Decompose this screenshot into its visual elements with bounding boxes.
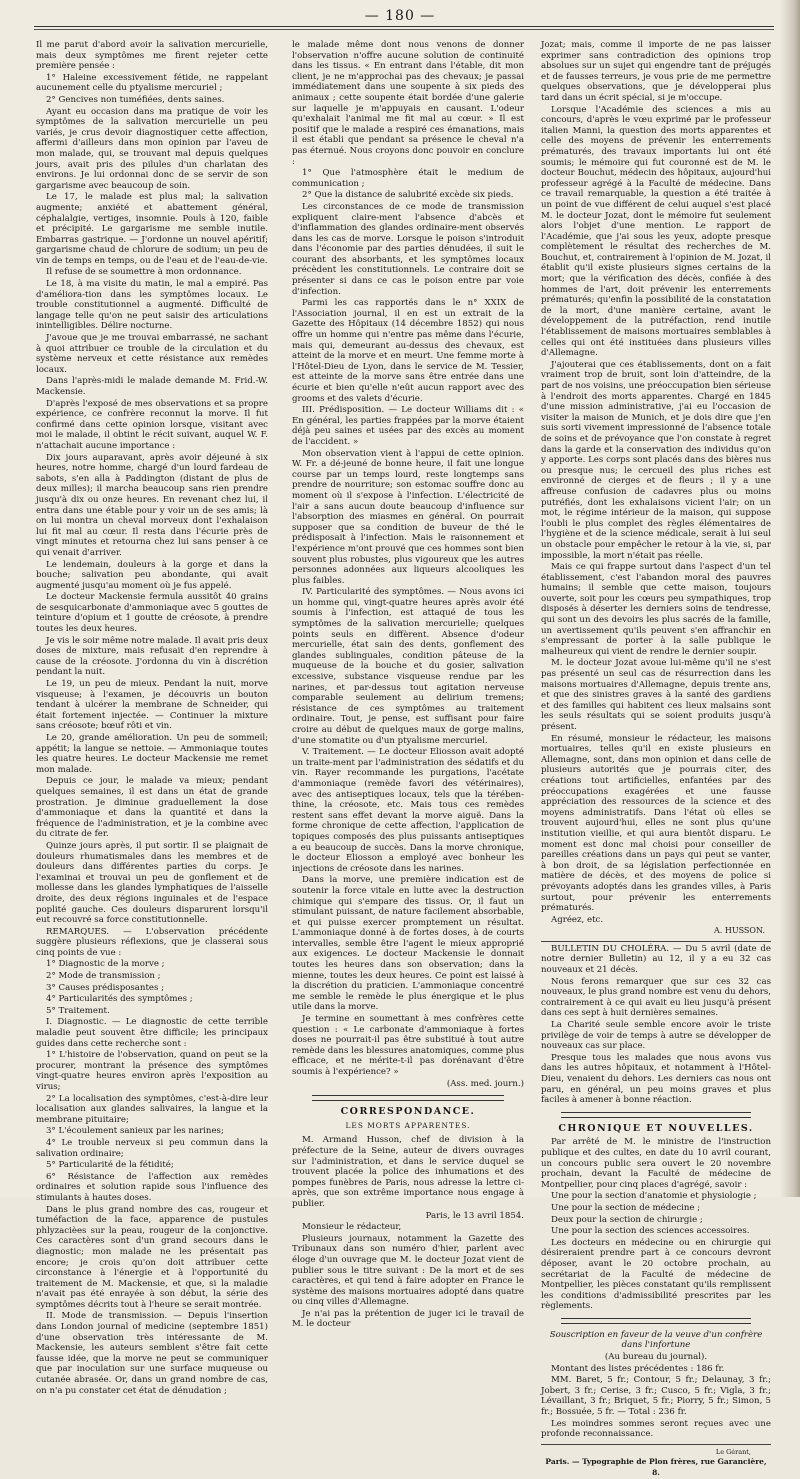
list-item: 1° Diagnostic de la morve ; [46,959,165,970]
correspondance-subtitle: LES MORTS APPARENTES. [345,1120,471,1130]
column-2 [292,40,524,1330]
list-item: Une pour la section d'anatomie et physiologie ; [551,1191,757,1202]
paragraph: Le 18, à ma visite du matin, le mal a empiré. Pas d'améliora-tion dans les symptômes locaux. Le trouble constitutionnel a augmenté. Difficulté de langage telle qu'on ne peut saisir des articulations inintelligibles. Délire nocturne. [36,279,268,332]
signature: A. HUSSON. [714,926,765,936]
paragraph: J'avoue que je me trouvai embarrassé, ne sachant à quoi attribuer ce trouble de la circulation et du système nerveux et cette résistance aux remèdes locaux. [36,333,268,375]
paragraph: MM. Baret, 5 fr.; Contour, 5 fr.; Delaunay, 3 fr.; Jobert, 3 fr.; Cerise, 3 fr.; Cusco, 5 fr.; Vigla, 3 fr.; Lévaillant, 3 fr.; Briquet, 5 fr.; Piorry, 5 fr.; Simon, 5 fr.; Bossuée, 5 fr. — Total : 236 fr. [541,1375,771,1418]
list-item: 5° Traitement. [46,1005,110,1016]
paragraph: Il me parut d'abord avoir la salivation mercurielle, mais deux symptômes me firent rejeter cette première pensée : [36,40,268,72]
ornament-divider [561,1112,751,1118]
paragraph: 4° Le trouble nerveux si peu commun dans la salivation ordinaire; [36,1137,268,1159]
salutation: Monsieur le rédacteur, [302,1222,402,1233]
paragraph: Je n'ai pas la prétention de juger ici le travail de M. le docteur [292,1308,524,1330]
paragraph: 2° Que la distance de salubrité excède six pieds. [302,190,514,201]
paragraph: 1° Haleine excessivement fétide, ne rappelant aucunement celle du ptyalisme mercuriel ; [36,72,268,94]
paragraph: Mais ce qui frappe surtout dans l'aspect d'un tel établissement, c'est l'abandon moral des pauvres humains; il semble que cette maison, toujours ouverte, soit pour les cœurs peu sympathiques, trop disposés à déserter les derniers soins de tendresse, qui sont un des devoirs les plus sacrés de la famille, un avertissement qu'ils peuvent s'en affranchir en s'empressant de porter à la salle publique le malheureux qui vient de rendre le dernier soupir. [541,562,771,657]
paragraph: 6° Résistance de l'affection aux remèdes ordinaires et solution rapide sous l'influence des stimulants à hautes doses. [36,1171,268,1203]
paragraph: IV. Particularité des symptômes. — Nous avons ici un homme qui, vingt-quatre heures après avoir été soumis à l'infection, est attaqué de tous les symptômes de la salivation mercurielle; quelques points seuls en diffèrent. Absence d'odeur mercurielle, état sain des dents, gonflement des glandes sublinguales, condition pâteuse de la muqueuse de la bouche et du gosier, salivation excessive, substance visqueuse rendue par les narines, et par-dessus tout agitation nerveuse comparable seulement au delirium tremens; résistance de ces symptômes au traitement ordinaire. Tout, je pense, est suffisant pour faire croire au début de quelques maux de gorge malins, d'une stomatite ou d'un ptyalisme mercuriel. [292,587,524,746]
paragraph: 5° Particularité de la fétidité; [46,1160,174,1171]
column-1 [36,40,268,1396]
paragraph: Mon observation vient à l'appui de cette opinion. W. Fr. a dé-jeuné de bonne heure, il fait une longue course par un temps lourd, reste longtemps sans prendre de nourriture; son estomac souffre donc au moment où il s'expose à l'infection. L'électricité de l'air a sans aucun doute beaucoup d'influence sur l'absorption des miasmes en général. On pourrait supposer que sa condition de buveur de thé le prédisposait à l'infection. Mais le raisonnement et l'expérience m'ont prouvé que ces hommes sont bien souvent plus robustes, plus vigoureux que les autres personnes adonnées aux liqueurs alcooliques les plus faibles. [292,448,524,586]
paragraph: Dix jours auparavant, après avoir déjeuné à six heures, notre homme, chargé d'un lourd fardeau de sabots, s'en alla à Paddington (distant de plus de deux milles); il marcha beaucoup sans rien prendre jusqu'à dix ou onze heures. En revenant chez lui, il entra dans une étable pour y voir un de ses amis; là on lui montra un cheval morveux dont l'exhalaison lui fit mal au cœur. Il resta dans l'écurie près de vingt minutes et retourna chez lui sans penser à ce qui venait d'arriver. [36,452,268,558]
chronique-title: CHRONIQUE ET NOUVELLES. [558,1122,754,1134]
paragraph: Je termine en soumettant à mes confrères cette question : « Le carbonate d'ammoniaque à fortes doses ne pourrait-il pas être substitué à tout autre remède dans les blessures anatomiques, comme plus efficace, et ne mérite-t-il pas dorénavant d'être soumis à l'expérience? » [292,1014,524,1077]
paragraph: Le 17, le malade est plus mal; la salivation augmente; anxiété et abattement général, céphalalgie, vertiges, insomnie. Pouls à 120, faible et précipité. Le gargarisme me semble inutile. Embarras gastrique. — J'ordonne un nouvel apéritif; gargarisme chaud de chlorure de sodium; un peu de vin de temps en temps, ou de l'eau et de l'eau-de-vie. [36,192,268,266]
header-rule [34,26,774,30]
footer-rule [541,1444,771,1445]
paragraph: Le docteur Mackensie fermula aussitôt 40 grains de sesquicarbonate d'ammoniaque avec 5 gouttes de teinture d'opium et 1 goutte de créosote, à prendre toutes les deux heures. [36,592,268,635]
paragraph: Le 19, un peu de mieux. Pendant la nuit, morve visqueuse; à l'examen, je découvris un bouton tendant à ulcérer la membrane de Schneider, qui était fortement injectée. — Continuer la mixture sans créosote; bœuf rôti et vin. [36,679,268,732]
paragraph: le malade même dont nous venons de donner l'observation n'offre aucune solution de continuité dans les tissus. « En entrant dans l'étable, dit mon client, je ne m'approchai pas des chevaux; je passai immédiatement dans une soupente à six pieds des animaux ; cette soupente était bordée d'une galerie sur laquelle je m'appuyais en causant. L'odeur qu'exhalait l'animal me fit mal au cœur. » Il est positif que le malade a respiré ces émanations, mais il est établi que pendant sa présence le cheval n'a pas éternué. Nous croyons donc pouvoir en conclure : [292,40,524,167]
remarks-heading: REMARQUES. — L'observation précédente suggère plusieurs réflexions, que je classerai sous cinq points de vue : [36,926,268,958]
correspondance-title: CORRESPONDANCE. [340,1106,476,1118]
paragraph: Plusieurs journaux, notamment la Gazette des Tribunaux dans son numéro d'hier, parlent avec éloge d'un ouvrage que M. le docteur Jozat vient de publier sous le titre suivant : De la mort et de ses caractères, et qui tend à faire adopter en France le système des maisons mortuaires adopté dans quatre ou cinq villes d'Allemagne. [292,1233,524,1308]
paragraph: Dans le plus grand nombre des cas, rougeur et tuméfaction de la face, apparence de pustules phlyzacièes sur la peau, rougeur de la conjonctive. Ces caractères sont d'un grand secours dans le diagnostic; mon malade ne les présentait pas encore; je crois qu'on doit attribuer cette circonstance à l'énergie et à l'opportunité du traitement de M. Mackensie, et que, si la maladie n'avait pas été enrayée à son début, la série des symptômes décrits tout à l'heure se serait montrée. [36,1204,268,1310]
divider [541,941,771,942]
paragraph: J'ajouterai que ces établissements, dont on a fait vraiment trop de bruit, sont loin d'atteindre, de la part de nos voisins, une préoccupation bien sérieuse à l'endroit des morts apparentes. Chargé en 1845 d'une mission administrative, j'ai eu l'occasion de visiter la maison de Munich, et je dois dire que j'en suis sorti vivement impressionné de l'absence totale de soins et de prévoyance que l'on constate à regret dans la garde et la conservation des individus qu'on y apporte. Les corps sont placés dans des bières nus ou presque nus; le cercueil des plus riches est environné de cierges et de fleurs ; il y a une affreuse confusion de cadavres plus ou moins putréfiés, dont les exhalaisons vicient l'air; on un mot, le régime intérieur de la maison, qui suppose l'oubli le plus complet des règles élémentaires de l'hygiène et de la science médicale, serait à lui seul un obstacle pour empêcher le retour à la vie, si, par impossible, la mort n'était pas réelle. [541,359,771,561]
paragraph: Depuis ce jour, le malade va mieux; pendant quelques semaines, il est dans un état de grande prostration. Je diminue graduellement la dose d'ammoniaque et dans la quantité et dans la fréquence de l'administration, et je la combine avec du citrate de fer. [36,776,268,840]
paragraph: Parmi les cas rapportés dans le n° XXIX de l'Association journal, il en est un extrait de la Gazette des Hôpitaux (14 décembre 1852) qui nous offre un homme qui n'entre pas même dans l'écurie, mais qui, demeurant au-dessus des chevaux, est atteint de la morve et en meurt. Une femme morte à l'Hôtel-Dieu de Lyon, dans le service de M. Tessier, est atteinte de la morve sans être entrée dans une écurie et bien qu'elle n'eût aucun rapport avec des grooms et des valets d'écurie. [292,298,524,404]
paragraph: 1° L'histoire de l'observation, quand on peut se la procurer, montrant la présence des symptômes vingt-quatre heures environ après l'exposition au virus; [36,1050,268,1092]
souscription-title: Souscription en faveur de la veuve d'un confrère dans l'infortune [549,1329,763,1351]
bulletin-paragraph: BULLETIN DU CHOLÉRA. — Du 5 avril (date de notre dernier Bulletin) au 12, il y a eu 32 cas nouveaux et 21 décès. [541,943,771,976]
list-item: 2° Mode de transmission ; [46,971,161,982]
bulletin-paragraph: Nous ferons remarquer que sur ces 32 cas nouveaux, le plus grand nombre est venu du dehors, contrairement à ce qui avait eu lieu jusqu'à présent dans ces sept à huit dernières semaines. [541,976,771,1019]
dateline: Paris, le 13 avril 1854. [425,1210,524,1221]
paragraph: D'après l'exposé de mes observations et sa propre expérience, ce confrère reconnut la morve. Il fut confirmé dans cette opinion lorsque, visitant avec moi le malade, il obtint le récit suivant, auquel W. F. n'attachait aucune importance : [36,398,268,451]
list-item: Deux pour la section de chirurgie ; [551,1214,703,1225]
paragraph: I. Diagnostic. — Le diagnostic de cette terrible maladie peut souvent être difficile; les principaux guides dans cette recherche sont : [36,1017,268,1049]
paragraph: M. Armand Husson, chef de division à la préfecture de la Seine, auteur de divers ouvrages sur l'administration, et dans le service duquel se trouvent placée la police des inhumations et des pompes funèbres de Paris, nous adresse la lettre ci-après, que son extrême importance nous engage à publier. [292,1135,524,1209]
ornament-divider [312,1095,504,1101]
paragraph: Lorsque l'Académie des sciences a mis au concours, d'après le vœu exprimé par le professeur italien Manni, la question des morts apparentes et celle des moyens de prévenir les enterrements prématurés, des travaux importants lui ont été soumis; le mémoire qui fut couronné est de M. le docteur Bouchut, médecin des hôpitaux, aujourd'hui professeur agrégé à la Faculté de médecine. Dans ce travail remarquable, la question a été traitée à un point de vue différent de celui auquel s'est placé M. le docteur Jozat, dont le mémoire fut seulement alors l'objet d'une mention. Le rapport de l'Académie, que j'ai sous les yeux, adopte presque complètement le résultat des recherches de M. Bouchut, et, contrairement à l'opinion de M. Jozat, il établit qu'il existe plusieurs signes certains de la mort; que la vérification des décès, confiée à des hommes de l'art, doit prévenir les enterrements prématurés; qu'enfin la possibilité de la constatation de la mort, d'une manière certaine, avant le développement de la putréfaction, rend inutile l'établissement de maisons mortuaires semblables à celles qui ont été instituées dans plusieurs villes d'Allemagne. [541,104,771,359]
page-number: — 180 — [364,8,436,24]
souscription-subtitle: (Au bureau du journal). [604,1352,708,1363]
paragraph: Les moindres sommes seront reçues avec une profonde reconnaissance. [541,1418,771,1440]
paragraph: Le 20, grande amélioration. Un peu de sommeil; appétit; la langue se nettoie. — Ammoniaque toutes les quatre heures. Le docteur Mackensie me remet mon malade. [36,733,268,775]
paragraph: III. Prédisposition. — Le docteur Williams dit : « En général, les parties frappées par la morve étaient déjà peu saines et usées par des excès au moment de l'accident. » [292,405,524,447]
list-item: Une pour la section des sciences accessoires. [551,1226,750,1237]
paragraph: II. Mode de transmission. — Depuis l'insertion dans London journal of medicine (septembre 1851) d'une observation très intéressante de M. Mackensie, les auteurs semblent s'être fait cette fausse idée, que la morve ne peut se communiquer que par inoculation sur une surface muqueuse ou cutanée abrasée. Or, dans un grand nombre de cas, on n'a pu constater cet état de dénudation ; [36,1311,268,1396]
paragraph: V. Traitement. — Le docteur Eliosson avait adopté un traite-ment par l'administration des sédatifs et du vin. Rayer recommande les purgations, l'acétate d'ammoniaque (remède favori des vétérinaires), avec des antiseptiques locaux, tels que la térében-thine, la créosote, etc. Mais tous ces remèdes restent sans effet devant la morve aiguë. Dans la forme chronique de cette affection, l'application de topiques composés des plus puissants antiseptiques a eu beaucoup de succès. Dans la morve chronique, le docteur Eliosson a employé avec bonheur les injections de créosote dans les narines. [292,747,524,874]
paragraph: Montant des listes précédentes : 186 fr. [551,1363,725,1374]
paragraph: 3° L'écoulement sanieux par les narines; [46,1126,224,1137]
paragraph: Les circonstances de ce mode de transmission expliquent claire-ment l'absence d'abcès et d'inflammation des glandes ordinaire-ment observés dans les cas de morve. Lorsque le poison s'introduit dans l'économie par des parties dénudées, il suit le courant des absorbants, et les symptômes locaux précèdent les constitutionnels. Le contraire doit se présenter si dans ce cas le poison entre par voie d'infection. [292,201,524,297]
paragraph: 1° Que l'atmosphère était le medium de communication ; [292,168,524,189]
paragraph: M. le docteur Jozat avoue lui-même qu'il ne s'est pas présenté un seul cas de résurrection dans les maisons mortuaires d'Allemagne, depuis trente ans, et que des sinistres graves à la santé des gardiens et des familles qui habitent ces lieux malsains sont les seuls résultats qui se soient produits jusqu'à présent. [541,658,771,732]
paragraph: Jozat; mais, comme il importe de ne pas laisser exprimer sans contradiction des opinions trop absolues sur un sujet qui engendre tant de préjugés et de fausses terreurs, je vous prie de me permettre quelques observations, que je développerai plus tard dans un écrit spécial, si je m'occupe. [541,40,771,103]
paragraph: Par arrêté de M. le ministre de l'instruction publique et des cultes, en date du 10 avril courant, un concours public sera ouvert le 20 novembre prochain, devant la Faculté de médecine de Montpellier, pour cinq places d'agrégé, savoir : [541,1137,771,1190]
gerant-label: Le Gérant, [715,1447,751,1456]
column-3 [541,40,771,1477]
paragraph: 2° La localisation des symptômes, c'est-à-dire leur localisation aux glandes salivaires, la langue et la membrane pituitaire; [36,1093,268,1125]
paragraph: Quinze jours après, il put sortir. Il se plaignait de douleurs rhumatismales dans les membres et de douleurs dans différentes parties du corps. Je l'examinai et trouvai un peu de gonflement et de mollesse dans les glandes lymphatiques de l'aisselle droite, des deux régions inguinales et de l'espace poplité gauche. Ces douleurs disparurent lorsqu'il eut recouvré sa force constitutionnelle. [36,840,268,926]
paragraph: Je vis le soir même notre malade. Il avait pris deux doses de mixture, mais refusait d'en reprendre à cause de la créosote. J'ordonna du vin à discrétion pendant la nuit. [36,635,268,678]
paragraph: 2° Gencives non tuméfiées, dents saines. [46,94,225,105]
source-citation: (Ass. med. journ.) [446,1078,524,1089]
page-edge-shadow [780,0,800,1197]
paragraph: Ayant eu occasion dans ma pratique de voir les symptômes de la salivation mercurielle un peu variés, je crus devoir diagnostiquer cette affection, affermi d'ailleurs dans mon opinion par l'aveu de mon malade, qui, se trouvant mal depuis quelques jours, avait pris des pilules d'un charlatan des environs. Je lui ordonnai donc de se servir de son gargarisme avec beaucoup de soin. [36,106,268,191]
printer-imprint: Paris. — Typographie de Plon frères, rue Garancière, 8. [545,1457,767,1477]
bulletin-paragraph: La Charité seule semble encore avoir le triste privilège de voir de temps à autre se développer de nouveaux cas sur place. [541,1020,771,1052]
ornament-divider [561,1318,751,1324]
list-item: 3° Causes prédisposantes ; [46,982,165,993]
paragraph: Il refuse de se soumettre à mon ordonnance. [46,267,242,278]
paragraph: Les docteurs en médecine ou en chirurgie qui désireraient prendre part à ce concours devront déposer, avant le 20 octobre prochain, au secrétariat de la Faculté de médecine de Montpellier, les pièces constatant qu'ils remplissent les conditions d'admissibilité prescrites par les règlements. [541,1237,771,1312]
list-item: Une pour la section de médecine ; [551,1202,701,1213]
list-item: 4° Particularités des symptômes ; [46,994,193,1005]
paragraph: Dans l'après-midi le malade demande M. Frid.-W. Mackensie. [36,376,268,397]
closing: Agréez, etc. [551,914,604,925]
paragraph: En résumé, monsieur le rédacteur, les maisons mortuaires, telles qu'il en existe plusieurs en Allemagne, sont, dans mon opinion et dans celle de plusieurs autorités que je pourrais citer, des créations tout artificielles, enfantées par des préoccupations exagérées et une fausse appréciation des ressources de la science et des moyens administratifs. Dans l'état où elles se trouvent aujourd'hui, elles ne sont plus qu'une institution vieillie, et qui aura bientôt disparu. Le moment est donc mal choisi pour conseiller de pareilles créations dans un pays qui peut se vanter, à bon droit, de sa législation perfectionnée en matière de décès, et des moyens de police si prévoyants adoptés dans les grandes villes, à Paris surtout, pour prévenir les enterrements prématurés. [541,733,771,914]
paragraph: Dans la morve, une première indication est de soutenir la force vitale en lutte avec la destruction chimique qui s'empare des tissus. Or, il faut un stimulant puissant, de nature facilement absorbable, et qui puisse exercer promptement un résultat. L'ammoniaque donné à de fortes doses, à de courts intervalles, semble être l'agent le mieux approprié aux exigences. Le docteur Mackensie le donnait toutes les heures dans son observation; dans la mienne, toutes les deux heures. Ce point est laissé à la discrétion du praticien. L'ammoniaque concentré me semble le remède le plus énergique et le plus utile dans la morve. [292,875,524,1013]
bulletin-paragraph: Presque tous les malades que nous avons vus dans les autres hôpitaux, et notamment à l'Hôtel-Dieu, venaient du dehors. Les derniers cas nous ont paru, en général, un peu moins graves et plus faciles à amener à bonne réaction. [541,1052,771,1106]
paragraph: Le lendemain, douleurs à la gorge et dans la bouche; salivation peu abondante, qui avait augmenté jusqu'au moment où je fus appelé. [36,559,268,591]
